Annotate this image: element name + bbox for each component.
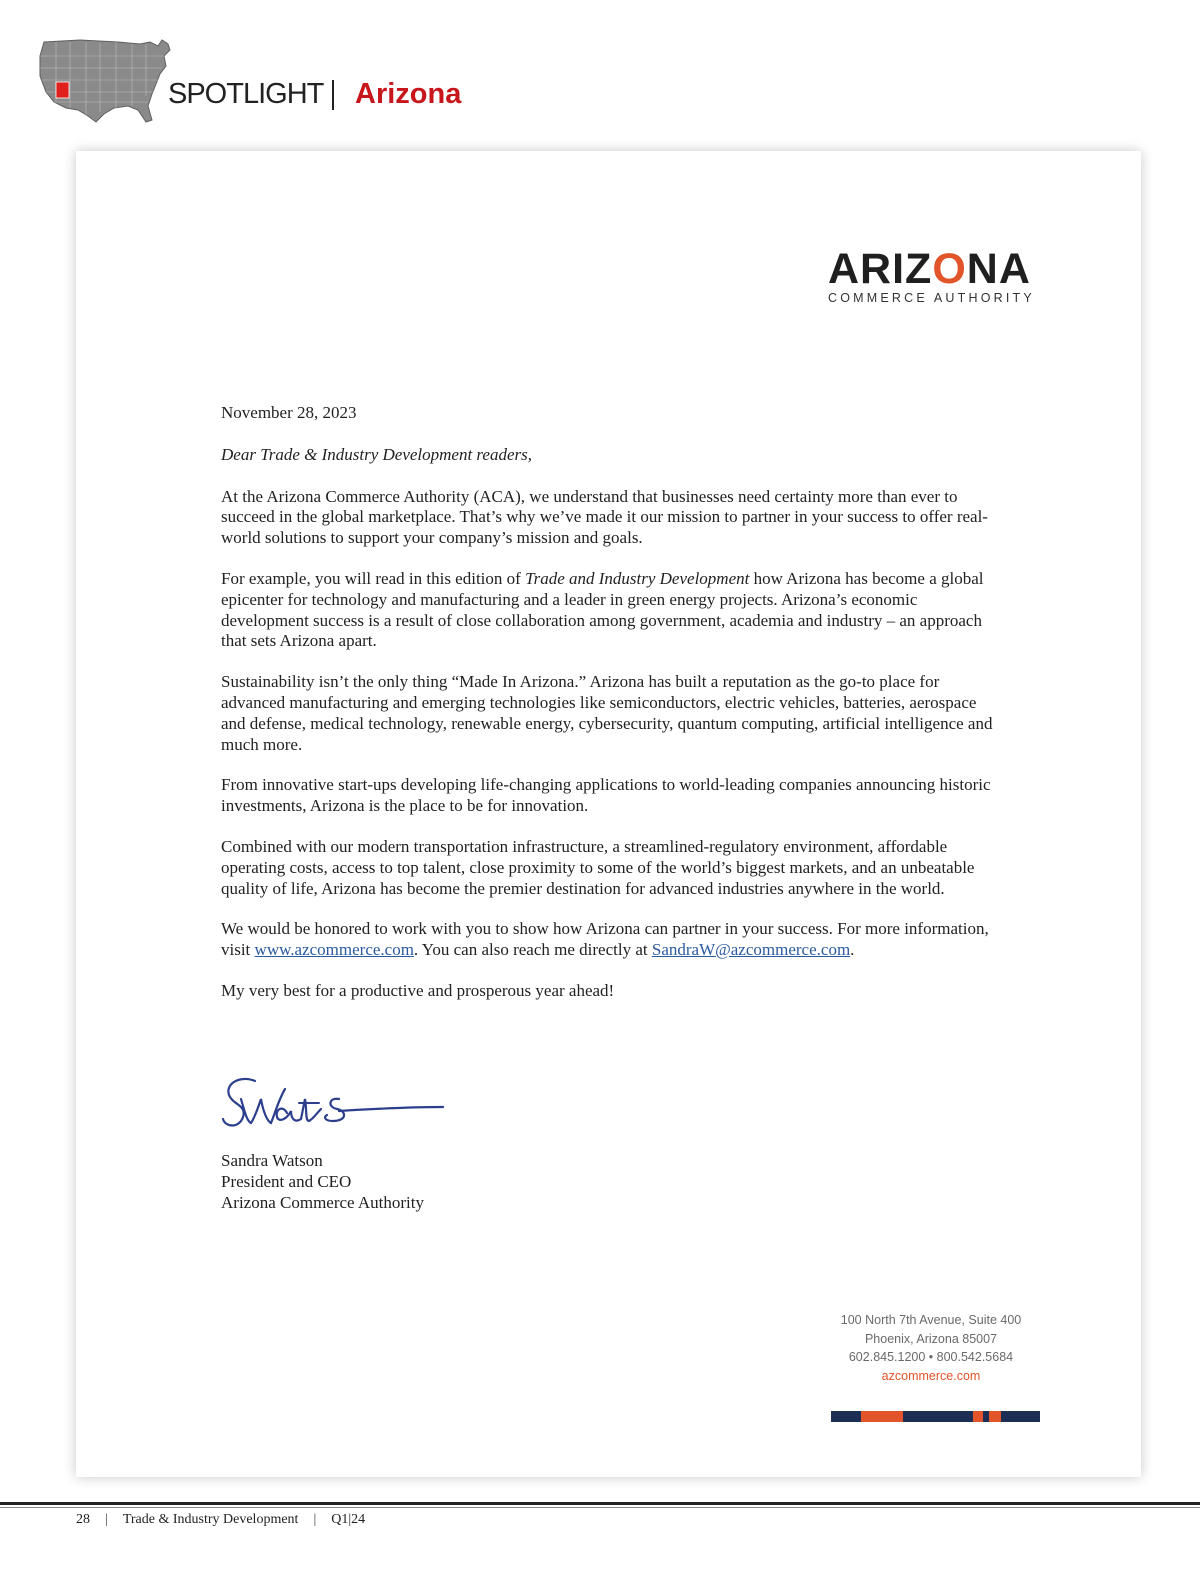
signer-name: Sandra Watson — [221, 1151, 323, 1170]
section-label: SPOTLIGHT — [168, 78, 324, 110]
publication-title: Trade & Industry Development — [122, 1512, 299, 1527]
aca-logo — [828, 247, 1038, 307]
paragraph-5: Combined with our modern transportation infrastructure, a streamlined-regulatory environment, affordable operating costs, access to top talent, close proximity to some of the world’s biggest markets, and an unbeatable quality of life, Arizona has become the premier destination for advanced industries anywhere in the world. — [221, 836, 975, 898]
email-link[interactable]: SandraW@azcommerce.com — [651, 940, 851, 960]
paragraph-2: For example, you will read in this edition of Trade and Industry Development how Arizona has become a global epicenter for technology and manufacturing and a leader in green energy projects. Arizona’s economic development success is a result of close collaboration among government, academia and industry – an approach that sets Arizona apart. — [221, 568, 984, 651]
issue-label: Q1|24 — [331, 1512, 366, 1527]
signature-image — [221, 1069, 446, 1139]
letter-closing: My very best for a productive and prosperous year ahead! — [221, 980, 615, 1000]
signer-title: President and CEO — [221, 1171, 352, 1191]
letter-date: November 28, 2023 — [221, 403, 357, 422]
header-divider — [332, 80, 334, 110]
region-title: Arizona — [355, 78, 462, 110]
signer-block — [221, 1151, 424, 1213]
letter-body — [221, 403, 1001, 1016]
signer-organization: Arizona Commerce Authority — [221, 1192, 425, 1212]
usa-map-icon — [36, 36, 176, 128]
letter-salutation: Dear Trade & Industry Development readers, — [221, 444, 532, 464]
address-phones: 602.845.1200 • 800.542.5684 — [848, 1350, 1014, 1364]
letter-sheet — [76, 151, 1141, 1477]
address-street: 100 North 7th Avenue, Suite 400 — [840, 1313, 1022, 1327]
website-link[interactable]: www.azcommerce.com — [254, 940, 414, 960]
page-footer: 28 | Trade & Industry Development | Q1|24 — [76, 1512, 366, 1527]
paragraph-4: From innovative start-ups developing life-changing applications to world-leading companies announcing historic investments, Arizona is the place to be for innovation. — [221, 775, 991, 816]
address-city: Phoenix, Arizona 85007 — [864, 1331, 998, 1346]
publication-name: Trade and Industry Development — [525, 568, 750, 588]
logo-subtitle: COMMERCE AUTHORITY — [828, 291, 1035, 305]
paragraph-1: At the Arizona Commerce Authority (ACA), we understand that businesses need certainty more than ever to succeed in the global marketplace. That’s why we’ve made it our mission to partner in your success to offer real-world solutions to support your company’s mission and goals. — [221, 486, 988, 548]
page-number: 28 — [76, 1512, 90, 1527]
paragraph-6: We would be honored to work with you to show how Arizona can partner in your success. For more information, visit www.azcommerce.com. You can also reach me directly at SandraW@azcommerce.com. — [221, 919, 989, 960]
address-block — [816, 1311, 1046, 1385]
footer-rule — [0, 1502, 1200, 1505]
paragraph-3: Sustainability isn’t the only thing “Made In Arizona.” Arizona has built a reputation as the go-to place for advanced manufacturing and emerging technologies like semiconductors, electric vehicles, batteries, aerospace and defense, medical technology, renewable energy, cybersecurity, quantum computing, artificial intelligence and much more. — [221, 672, 993, 754]
address-website[interactable]: azcommerce.com — [881, 1368, 981, 1383]
logo-wordmark: ARIZONA — [828, 245, 1031, 293]
footer-rule-thin — [0, 1507, 1200, 1508]
brand-color-bar — [831, 1411, 1040, 1422]
